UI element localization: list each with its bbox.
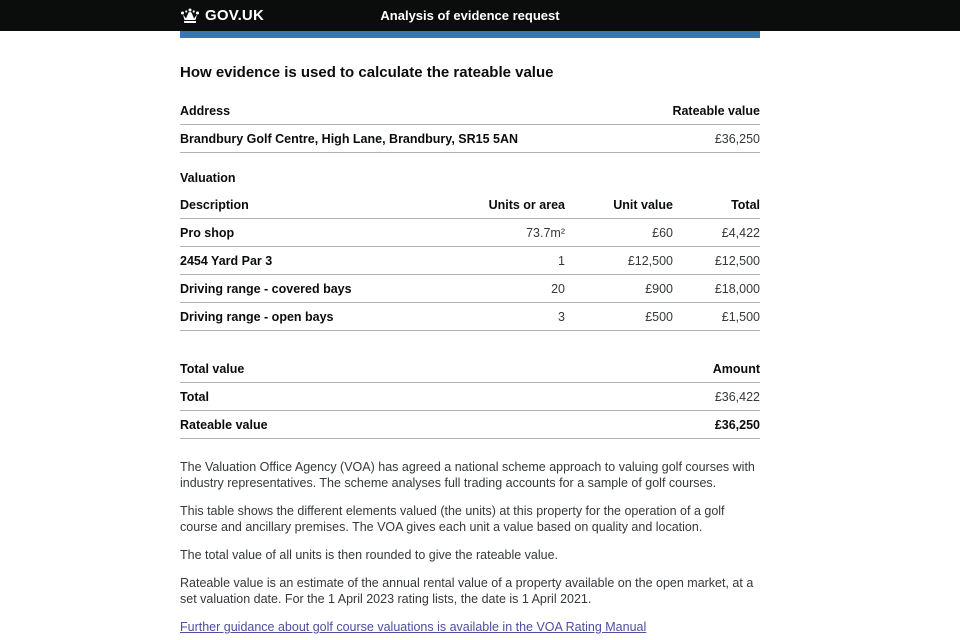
description-column-header: Description: [180, 191, 460, 219]
total-table-header-row: [180, 355, 760, 383]
voa-rating-manual-link[interactable]: Further guidance about golf course valuations is available in the VOA Rating Manual: [180, 620, 647, 634]
total-table: [180, 355, 760, 439]
rateable-value-label-cell: Rateable value: [180, 411, 580, 439]
total-column-header: Total: [673, 191, 760, 219]
total-label-cell: Total: [180, 383, 580, 411]
units-cell: 3: [460, 303, 565, 331]
valuation-table: [180, 191, 760, 331]
total-cell: £12,500: [673, 247, 760, 275]
unit-value-cell: £900: [565, 275, 673, 303]
table-row: [180, 125, 760, 153]
total-value-column-header: Total value: [180, 355, 580, 383]
units-column-header: Units or area: [460, 191, 565, 219]
rateable-value-column-header: Rateable value: [580, 97, 760, 125]
description-cell: 2454 Yard Par 3: [180, 247, 460, 275]
valuation-caption: Valuation: [180, 171, 236, 185]
total-amount-cell: £36,422: [580, 383, 760, 411]
description-cell: Driving range - covered bays: [180, 275, 460, 303]
rateable-value-cell: £36,250: [580, 125, 760, 153]
units-cell: 73.7m²: [460, 219, 565, 247]
total-cell: £18,000: [673, 275, 760, 303]
table-row: [180, 383, 760, 411]
paragraph: This table shows the different elements valued (the units) at this property for the operation of a golf course and ancillary premises. The VOA gives each unit a value based on quality and location.: [180, 504, 725, 534]
address-cell: Brandbury Golf Centre, High Lane, Brandbury, SR15 5AN: [180, 125, 580, 153]
unit-value-column-header: Unit value: [565, 191, 673, 219]
paragraph: The Valuation Office Agency (VOA) has agreed a national scheme approach to valuing golf courses with industry representatives. The scheme analyses full trading accounts for a sample of golf courses.: [180, 460, 755, 490]
table-row: [180, 303, 760, 331]
rateable-value-amount-cell: £36,250: [580, 411, 760, 439]
explanatory-text: [180, 459, 760, 636]
site-header: [0, 0, 960, 31]
units-cell: 1: [460, 247, 565, 275]
header-inner: [180, 0, 760, 31]
unit-value-cell: £12,500: [565, 247, 673, 275]
service-name: Analysis of evidence request: [380, 8, 560, 23]
table-row: [180, 219, 760, 247]
paragraph: The total value of all units is then rounded to give the rateable value.: [180, 548, 559, 562]
table-row: [180, 411, 760, 439]
address-table-header-row: [180, 97, 760, 125]
table-row: [180, 247, 760, 275]
paragraph: Rateable value is an estimate of the annual rental value of a property available on the open market, at a set valuation date. For the 1 April 2023 rating lists, the date is 1 April 2021.: [180, 576, 754, 606]
total-cell: £1,500: [673, 303, 760, 331]
table-row: [180, 275, 760, 303]
main-content: [180, 64, 760, 636]
address-table: [180, 97, 760, 153]
total-cell: £4,422: [673, 219, 760, 247]
description-cell: Driving range - open bays: [180, 303, 460, 331]
amount-column-header: Amount: [580, 355, 760, 383]
units-cell: 20: [460, 275, 565, 303]
description-cell: Pro shop: [180, 219, 460, 247]
govuk-logo-text: GOV.UK: [205, 7, 264, 24]
valuation-table-header-row: [180, 191, 760, 219]
page-title: How evidence is used to calculate the rateable value: [180, 64, 554, 81]
header-accent-bar: [180, 31, 760, 38]
unit-value-cell: £60: [565, 219, 673, 247]
unit-value-cell: £500: [565, 303, 673, 331]
address-column-header: Address: [180, 97, 580, 125]
